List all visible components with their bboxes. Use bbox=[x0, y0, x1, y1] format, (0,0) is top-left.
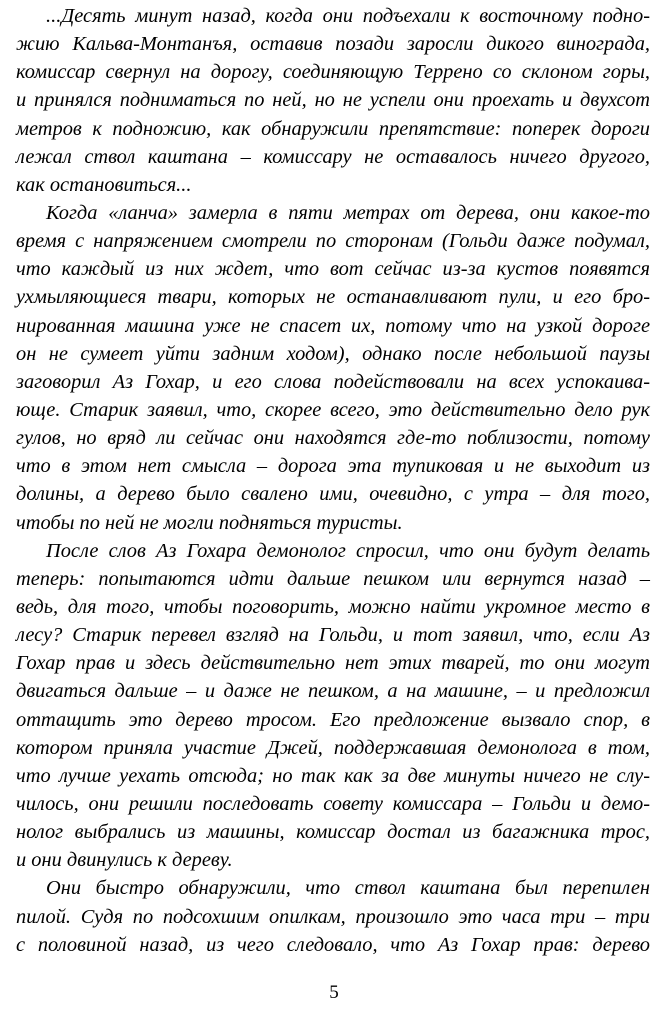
text-line: гулов, но вряд ли сейчас они находятся где-то поблизости, потому bbox=[16, 427, 650, 450]
text-line: пилой. Судя по подсохшим опилкам, произошло это часа три – три bbox=[16, 905, 650, 928]
paragraph bbox=[16, 2, 650, 199]
text-line: Гохар прав и здесь действительно нет этих тварей, то они могут bbox=[16, 652, 650, 675]
paragraph bbox=[16, 199, 650, 537]
text-line: оттащить это дерево тросом. Его предложение вызвало спор, в bbox=[16, 708, 650, 731]
body-text bbox=[16, 2, 650, 959]
text-line: двигаться дальше – и даже не пешком, а на машине, – и предложил bbox=[16, 680, 650, 703]
text-line: как остановиться... bbox=[16, 173, 192, 196]
page-number: 5 bbox=[329, 982, 339, 1003]
text-line: теперь: попытаются идти дальше пешком или вернутся назад – bbox=[16, 567, 650, 590]
text-line: что лучше уехать отсюда; но так как за две минуты ничего не слу- bbox=[16, 764, 650, 787]
text-line: что в этом нет смысла – дорога эта тупиковая и не выходит из bbox=[16, 455, 650, 478]
text-line: котором приняла участие Джей, поддержавшая демонолога в том, bbox=[16, 736, 650, 759]
text-line: ...Десять минут назад, когда они подъехали к восточному подно- bbox=[46, 5, 650, 27]
paragraph bbox=[16, 874, 650, 958]
text-line: с половиной назад, из чего следовало, что Аз Гохар прав: дерево bbox=[16, 933, 650, 956]
text-line: ведь, для того, чтобы поговорить, можно найти укромное место в bbox=[16, 595, 650, 618]
text-line: и они двинулись к дереву. bbox=[16, 849, 233, 872]
text-line: лежал ствол каштана – комиссару не оставалось ничего другого, bbox=[16, 145, 650, 168]
text-line: Они быстро обнаружили, что ствол каштана был перепилен bbox=[46, 877, 650, 900]
text-line: юще. Старик заявил, что, скорее всего, это действительно дело рук bbox=[16, 398, 650, 421]
text-line: заговорил Аз Гохар, и его слова подействовали на всех успокаива- bbox=[16, 370, 650, 393]
text-line: жию Кальва-Монтанъя, оставив позади заросли дикого винограда, bbox=[16, 33, 650, 56]
text-line: После слов Аз Гохара демонолог спросил, что они будут делать bbox=[46, 539, 650, 562]
text-line: время с напряжением смотрели по сторонам (Гольди даже подумал, bbox=[16, 230, 650, 253]
paragraph bbox=[16, 537, 650, 875]
text-line: Когда «ланча» замерла в пяти метрах от дерева, они какое-то bbox=[46, 201, 650, 224]
text-line: метров к подножию, как обнаружили препятствие: поперек дороги bbox=[16, 117, 650, 140]
text-line: долины, а дерево было свалено ими, очевидно, с утра – для того, bbox=[16, 483, 650, 506]
text-line: он не сумеет уйти задним ходом), однако после небольшой паузы bbox=[16, 342, 650, 365]
text-line: чтобы по ней не могли подняться туристы. bbox=[16, 511, 403, 534]
text-line: что каждый из них ждет, что вот сейчас из-за кустов появятся bbox=[16, 258, 650, 281]
text-line: чилось, они решили последовать совету комиссара – Гольди и демо- bbox=[16, 792, 650, 815]
text-line: нолог выбрались из машины, комиссар достал из багажника трос, bbox=[16, 821, 650, 844]
text-line: и принялся подниматься по ней, но не успели они проехать и двухсот bbox=[16, 89, 650, 112]
text-line: нированная машина уже не спасет их, потому что на узкой дороге bbox=[16, 314, 650, 337]
text-line: ухмыляющиеся твари, которых не останавливают пули, и его бро- bbox=[16, 286, 650, 309]
text-line: лесу? Старик перевел взгляд на Гольди, и тот заявил, что, если Аз bbox=[16, 624, 650, 647]
text-line: комиссар свернул на дорогу, соединяющую Террено со склоном горы, bbox=[16, 61, 650, 84]
